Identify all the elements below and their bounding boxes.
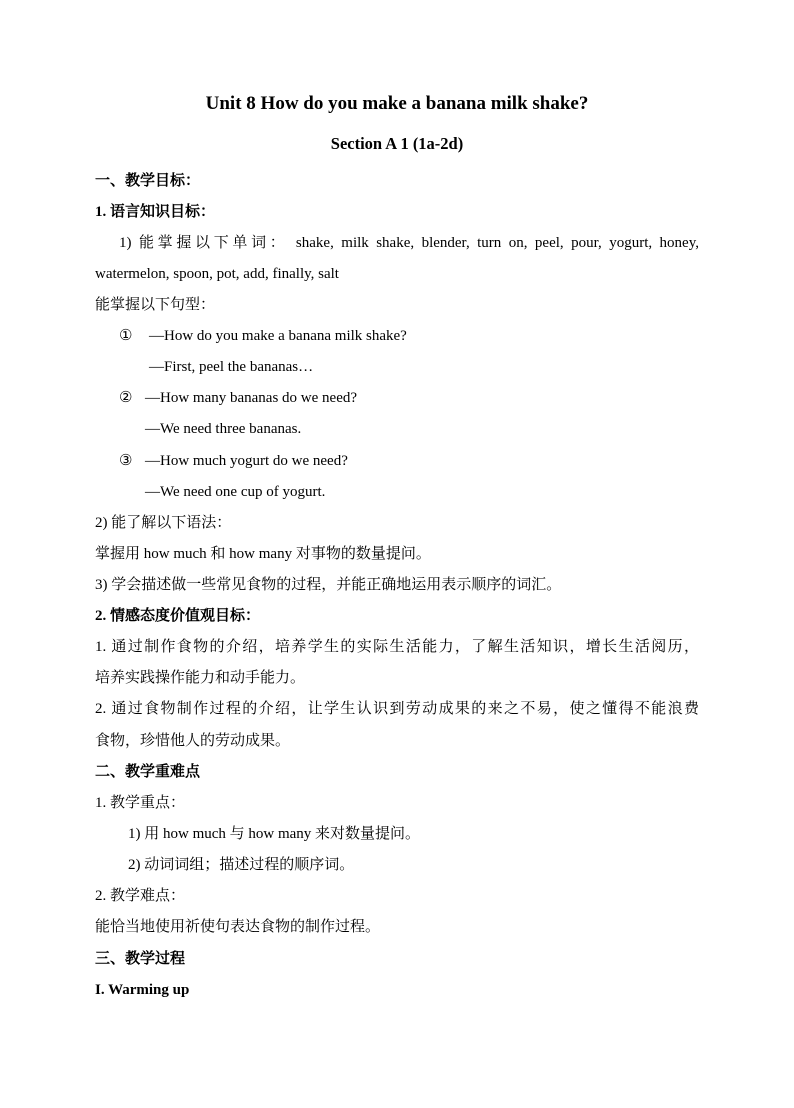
key-point-2: 2) 动词词组；描述过程的顺序词。	[128, 857, 355, 873]
warming-up-heading: I. Warming up	[95, 982, 190, 998]
heading-key-difficult-points: 二、教学重难点	[95, 764, 201, 780]
heading-teaching-process: 三、教学过程	[95, 951, 186, 967]
sentence-patterns-intro: 能掌握以下句型：	[95, 297, 216, 313]
key-points-intro: 1. 教学重点：	[95, 795, 186, 811]
sentence-3-question-text: —How much yogurt do we need?	[145, 453, 348, 469]
sentence-3-question	[119, 451, 699, 471]
grammar-intro: 2) 能了解以下语法：	[95, 515, 232, 531]
sentence-2-answer: —We need three bananas.	[145, 421, 302, 437]
sentence-3-answer: —We need one cup of yogurt.	[145, 484, 326, 500]
key-point-1: 1) 用 how much 与 how many 来对数量提问。	[128, 826, 421, 842]
sentence-2-question-text: —How many bananas do we need?	[145, 390, 358, 406]
document-title: Unit 8 How do you make a banana milk shake?	[205, 93, 589, 114]
difficult-points-intro: 2. 教学难点：	[95, 888, 186, 904]
sentence-1-number: ①	[119, 328, 133, 344]
sentence-1-question-text: —How do you make a banana milk shake?	[149, 328, 407, 344]
sentence-3-number: ③	[119, 453, 133, 469]
vocabulary-line-2: watermelon, spoon, pot, add, finally, salt	[95, 266, 339, 282]
heading-teaching-objectives: 一、教学目标：	[95, 173, 201, 189]
sentence-2-number: ②	[119, 390, 133, 406]
vocabulary-line-1: 1) 能掌握以下单词： shake, milk shake, blender, turn on, peel, pour, yogurt, honey,	[119, 235, 699, 251]
sentence-1-answer: —First, peel the bananas…	[149, 359, 314, 375]
heading-language-objectives: 1. 语言知识目标：	[95, 204, 216, 220]
heading-emotion-objectives: 2. 情感态度价值观目标：	[95, 608, 261, 624]
section-title: Section A 1 (1a-2d)	[330, 134, 464, 153]
emotion-item-1-line-2: 培养实践操作能力和动手能力。	[95, 670, 306, 686]
sentence-2-question	[119, 388, 699, 408]
emotion-item-2-line-1: 2. 通过食物制作过程的介绍，让学生认识到劳动成果的来之不易，使之懂得不能浪费	[95, 701, 699, 717]
grammar-text: 掌握用 how much 和 how many 对事物的数量提问。	[95, 546, 431, 562]
emotion-item-1-line-1: 1. 通过制作食物的介绍，培养学生的实际生活能力，了解生活知识，增长生活阅历，	[95, 639, 699, 655]
emotion-item-2-line-2: 食物，珍惜他人的劳动成果。	[95, 733, 291, 749]
difficult-point-text: 能恰当地使用祈使句表达食物的制作过程。	[95, 919, 381, 935]
process-objective: 3) 学会描述做一些常见食物的过程，并能正确地运用表示顺序的词汇。	[95, 577, 562, 593]
sentence-1-question	[119, 326, 699, 346]
